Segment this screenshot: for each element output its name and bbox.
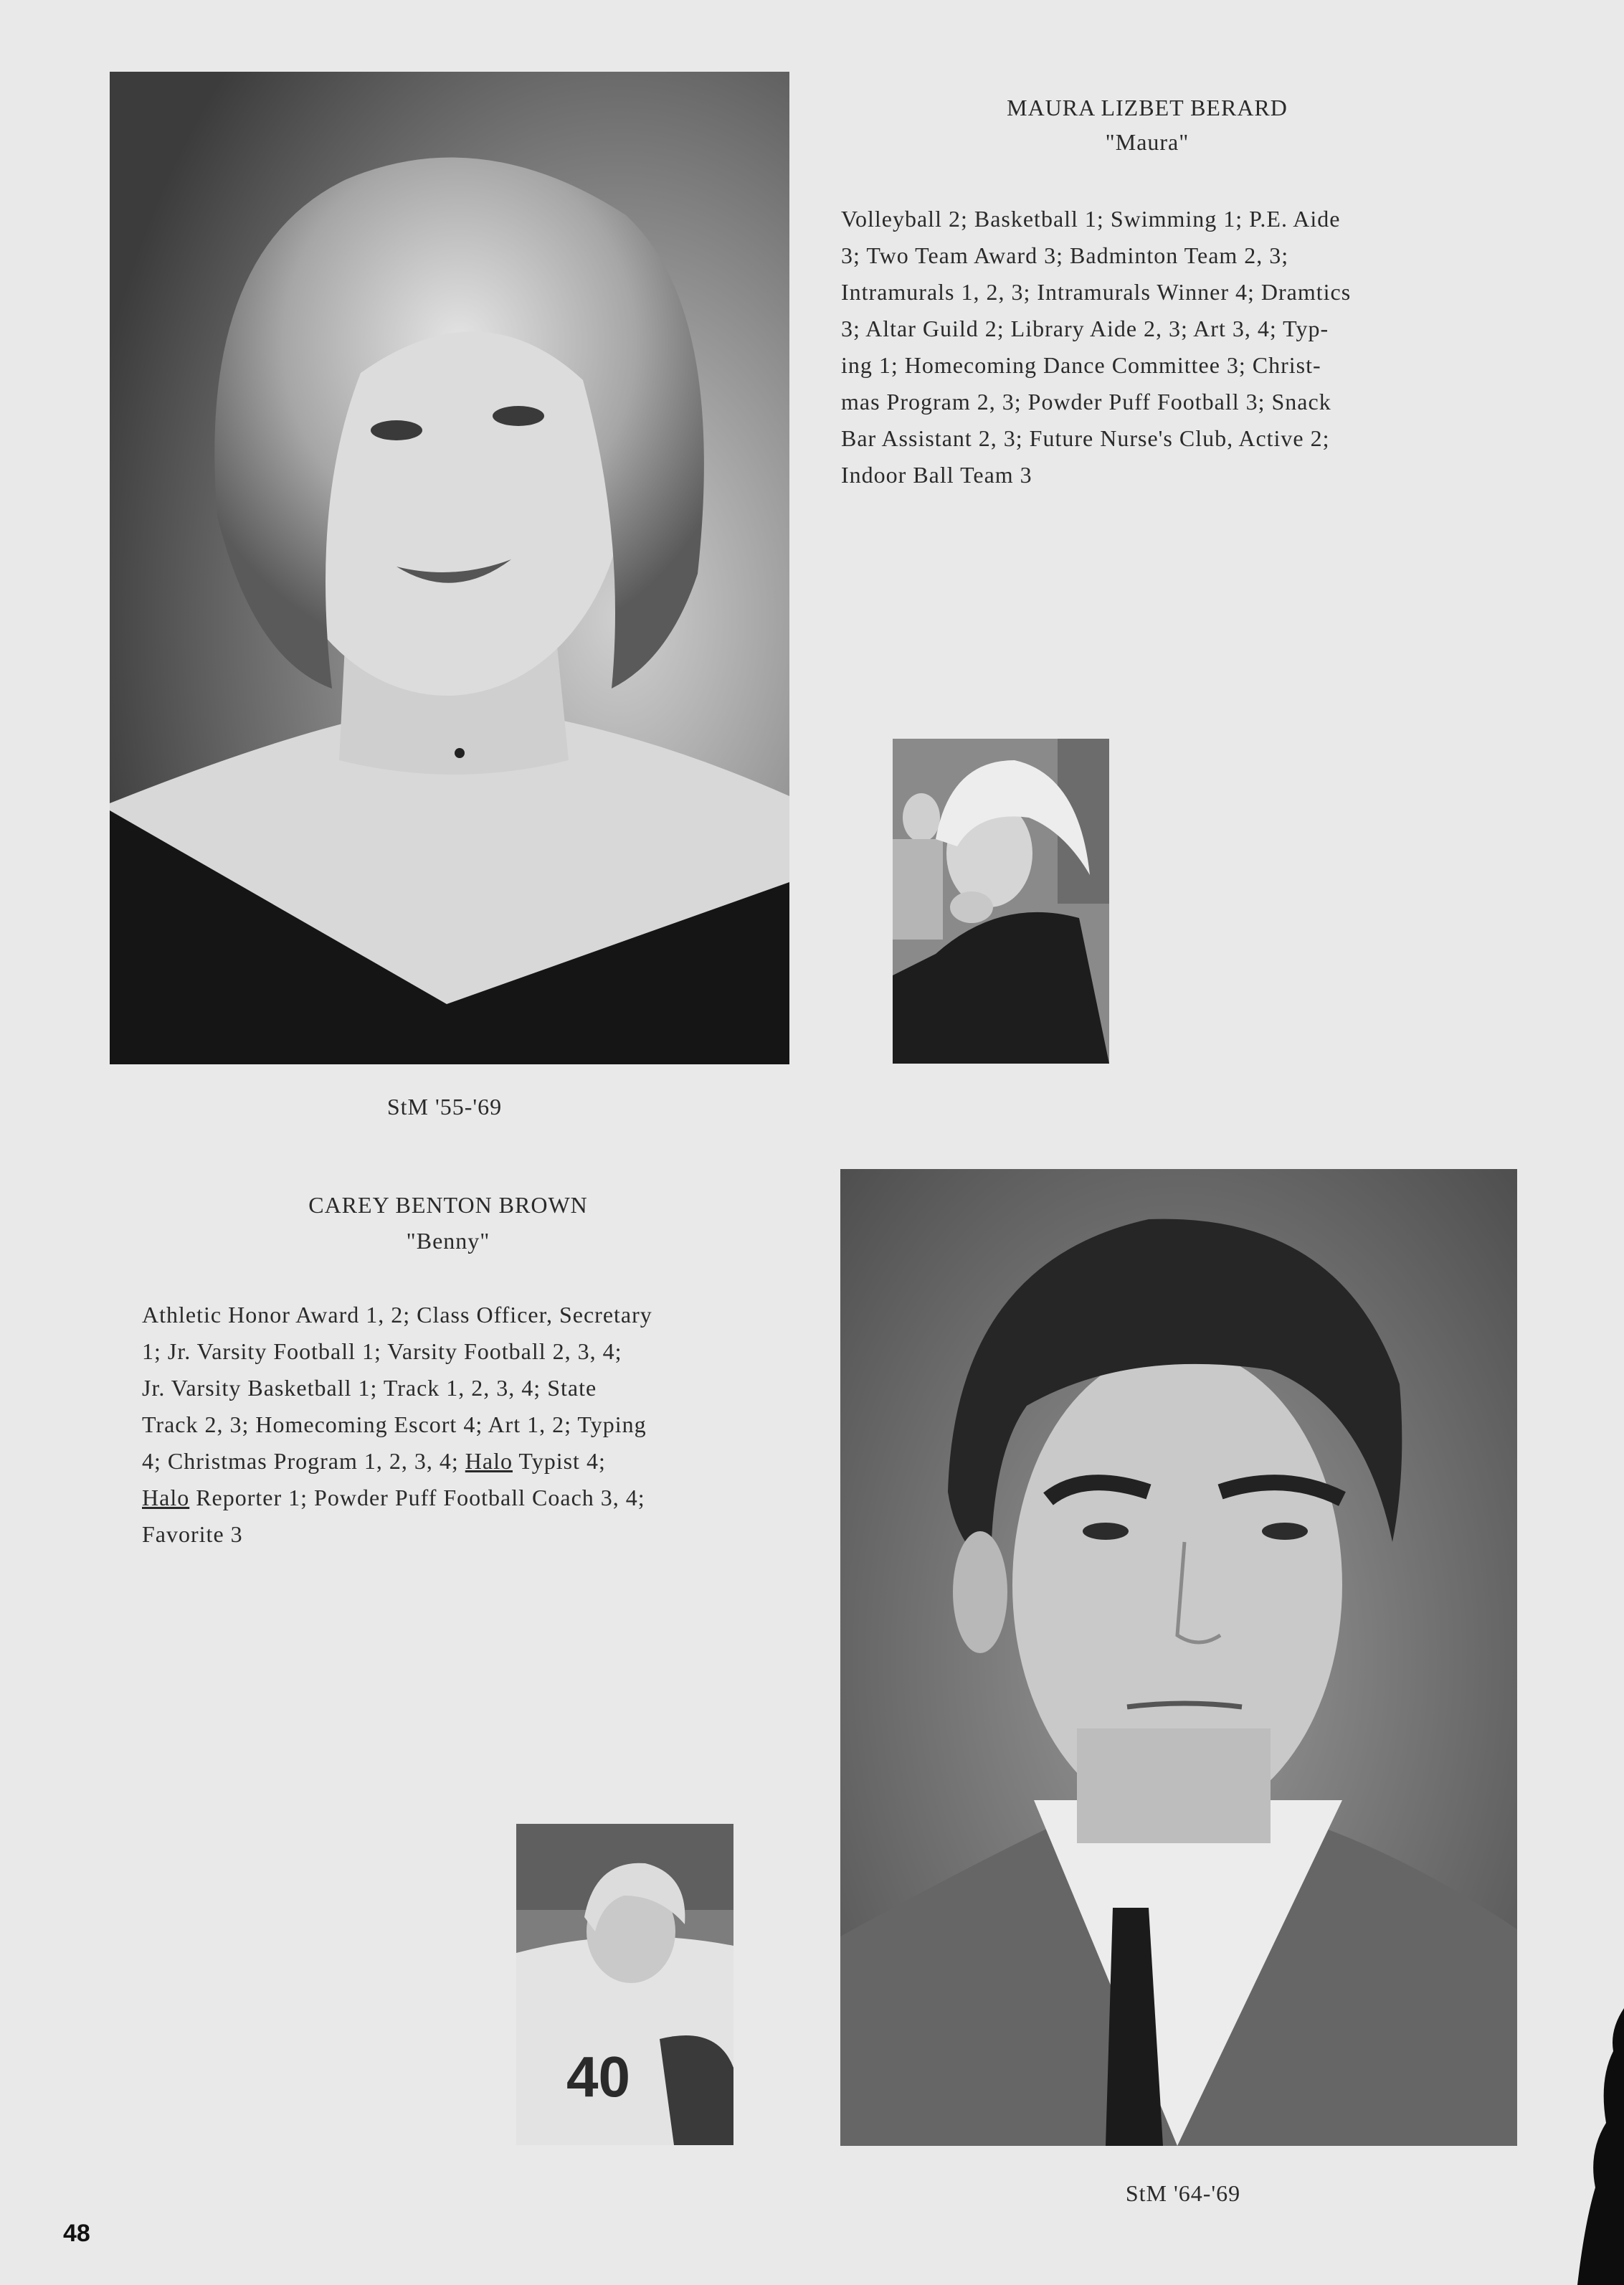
activity-line: Volleyball 2; Basketball 1; Swimming 1; P.E. Aide: [841, 206, 1341, 232]
activities-list: [142, 1297, 784, 1553]
years-caption: StM '55-'69: [386, 1094, 503, 1120]
activity-line: 1; Jr. Varsity Football 1; Varsity Football 2, 3, 4;: [142, 1338, 622, 1364]
activity-line: [142, 1443, 784, 1480]
torn-page-edge: [1542, 2008, 1624, 2285]
activity-line: 3; Two Team Award 3; Badminton Team 2, 3;: [841, 242, 1289, 268]
halo-publication: Halo: [142, 1485, 190, 1510]
activity-line: Favorite 3: [142, 1521, 243, 1547]
portrait-photo-carey: [840, 1169, 1517, 2146]
activity-line: Athletic Honor Award 1, 2; Class Officer, Secretary: [142, 1302, 652, 1328]
student-name: MAURA LIZBET BERARD: [1007, 95, 1288, 120]
activity-line: 3; Altar Guild 2; Library Aide 2, 3; Art 3, 4; Typ-: [841, 316, 1329, 341]
activity-line: Intramurals 1, 2, 3; Intramurals Winner 4; Dramtics: [841, 279, 1352, 305]
activity-line: Jr. Varsity Basketball 1; Track 1, 2, 3, 4; State: [142, 1375, 597, 1401]
jersey-number: 40: [566, 2045, 630, 2109]
activity-line: mas Program 2, 3; Powder Puff Football 3; Snack: [841, 389, 1331, 415]
portrait-photo-maura: [110, 72, 789, 1064]
halo-publication: Halo: [465, 1448, 513, 1474]
activities-list: [841, 201, 1486, 493]
student-nickname: "Benny": [406, 1228, 490, 1254]
student-nickname: "Maura": [1105, 129, 1189, 155]
years-caption: StM '64-'69: [1125, 2180, 1241, 2206]
candid-photo-carey: [516, 1824, 733, 2145]
activity-line: Track 2, 3; Homecoming Escort 4; Art 1, 2; Typing: [142, 1411, 647, 1437]
activity-text: Reporter 1; Powder Puff Football Coach 3, 4;: [189, 1485, 645, 1510]
candid-photo-maura: [893, 739, 1109, 1064]
activity-line: Indoor Ball Team 3: [841, 462, 1032, 488]
activity-line: Bar Assistant 2, 3; Future Nurse's Club, Active 2;: [841, 425, 1330, 451]
activity-line: [142, 1480, 784, 1516]
activity-line: ing 1; Homecoming Dance Committee 3; Christ-: [841, 352, 1321, 378]
activity-text: 4; Christmas Program 1, 2, 3, 4;: [142, 1448, 465, 1474]
page-number: 48: [63, 2220, 90, 2247]
student-name: CAREY BENTON BROWN: [308, 1192, 588, 1218]
activity-text: Typist 4;: [512, 1448, 606, 1474]
